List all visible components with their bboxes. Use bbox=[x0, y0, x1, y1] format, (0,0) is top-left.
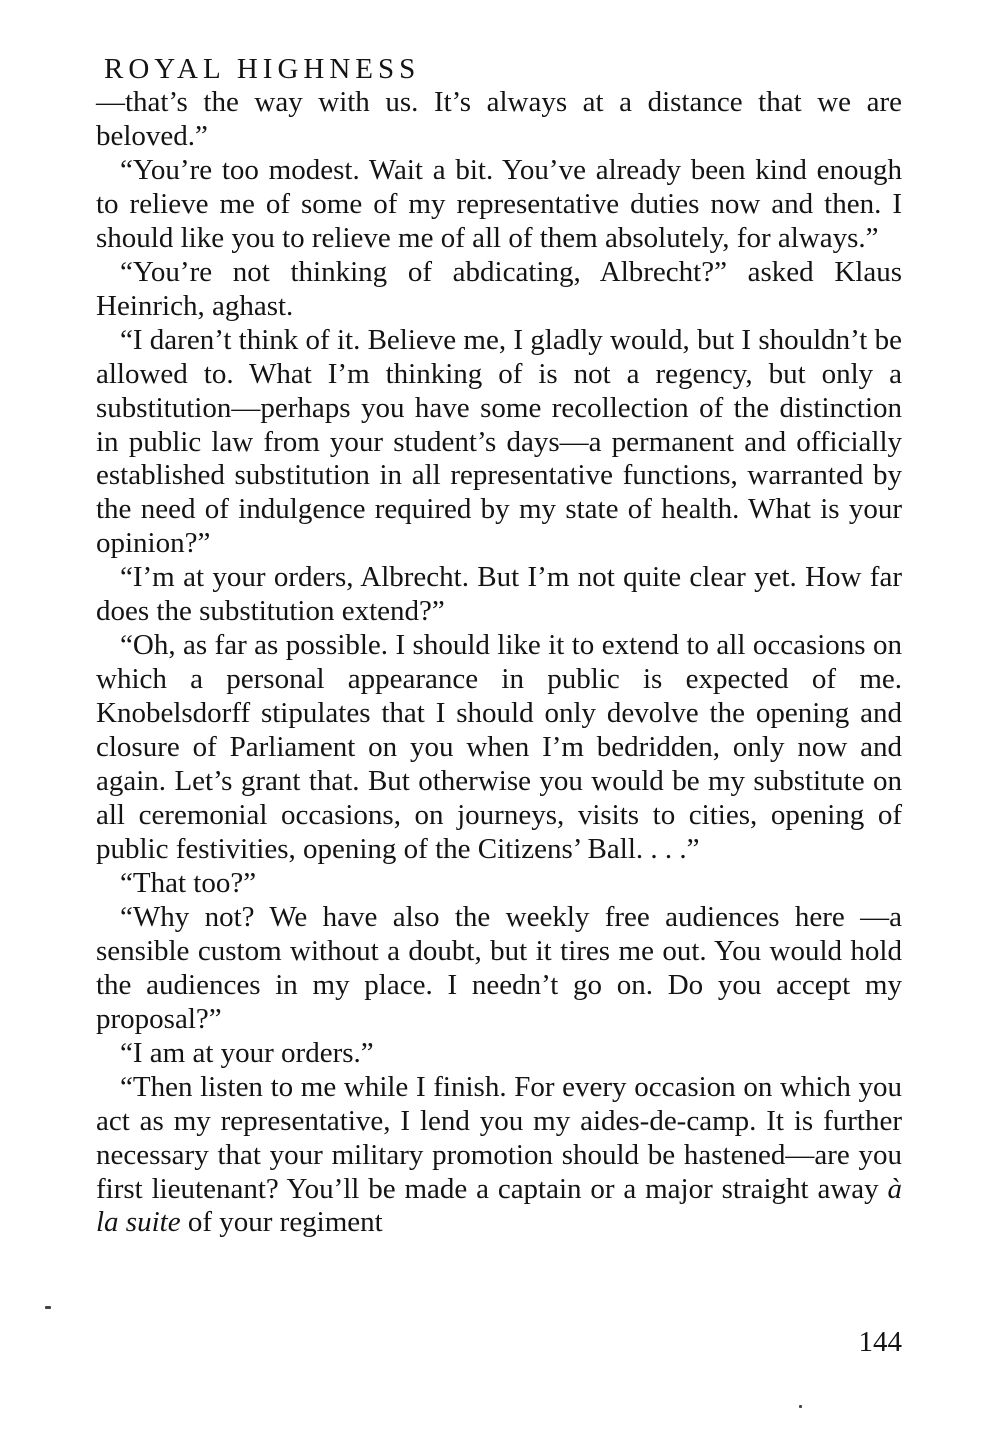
body-text bbox=[96, 86, 902, 1240]
paragraph: “I’m at your orders, Albrecht. But I’m not quite clear yet. How far does the substitution extend?” bbox=[96, 561, 902, 628]
paragraph: “That too?” bbox=[120, 866, 257, 899]
paragraph: “You’re not thinking of abdicating, Albrecht?” asked Klaus Heinrich, aghast. bbox=[96, 255, 902, 322]
paragraph: “Why not? We have also the weekly free audiences here —a sensible custom without a doubt, but it tires me out. You would hold the audiences in my place. I needn’t go on. Do you accept my proposal?” bbox=[96, 900, 902, 1035]
paragraph: “Oh, as far as possible. I should like it to extend to all occasions on which a personal appearance in public is expected of me. Knobelsdorff stipulates that I should only devolve the opening and closure of Parliament on you when I’m bedridden, only now and again. Let’s grant that. But otherwise you would be my substitute on all ceremonial occasions, on journeys, visits to cities, opening of public festivities, opening of the Citizens’ Ball. . . .” bbox=[96, 629, 902, 865]
paragraph: “You’re too modest. Wait a bit. You’ve already been kind enough to relieve me of some of my representative duties now and then. I should like you to relieve me of all of them absolutely, for always.” bbox=[96, 153, 902, 254]
paragraph: —that’s the way with us. It’s always at a distance that we are beloved.” bbox=[96, 86, 902, 152]
book-page bbox=[96, 52, 902, 1240]
italic-phrase: à la suite bbox=[96, 1172, 902, 1239]
paragraph: “I daren’t think of it. Believe me, I gladly would, but I shouldn’t be allowed to. What I’m thinking of is not a regency, but only a substitution—perhaps you have some recollection of the distinction in public law from your student’s days—a permanent and officially established substitution in all representative functions, warranted by the need of indulgence required by my state of health. What is your opinion?” bbox=[96, 323, 902, 560]
paragraph-last bbox=[96, 1071, 902, 1241]
page-number: 144 bbox=[858, 1326, 902, 1358]
paragraph-text: of your regiment bbox=[180, 1206, 383, 1239]
running-head: ROYAL HIGHNESS bbox=[104, 53, 421, 85]
paragraph-text: “Then listen to me while I finish. For every occasion on which you act as my representative, I lend you my aides-de-camp. It is further necessary that your military promotion should be hastened—are you first lieutenant? You’ll be made a captain or a major straight away bbox=[96, 1070, 902, 1205]
scan-speck bbox=[45, 1306, 51, 1309]
scan-speck bbox=[799, 1405, 802, 1408]
paragraph: “I am at your orders.” bbox=[120, 1036, 374, 1069]
